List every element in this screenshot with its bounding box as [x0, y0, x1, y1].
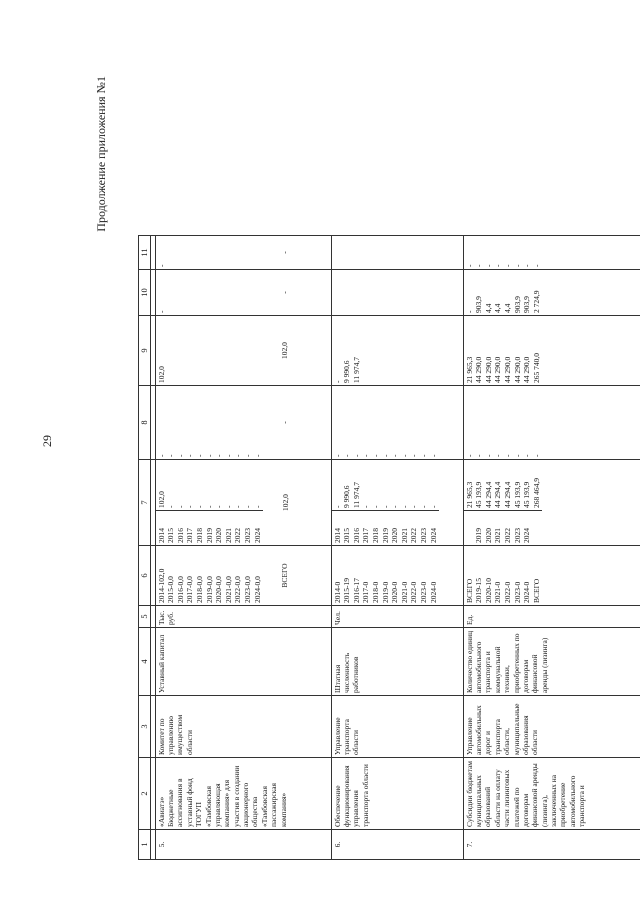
- total-value: -: [280, 291, 290, 294]
- col9-values-value: 9 990,6: [342, 360, 352, 383]
- years-value: 2023: [418, 528, 428, 543]
- col10-values-value: [166, 272, 176, 313]
- col8-values-value: -: [332, 454, 342, 457]
- col8-values-value: -: [242, 454, 252, 457]
- col7-values-value: 45 193,9: [512, 481, 522, 508]
- col10-values-value: 2 724,9: [531, 290, 541, 313]
- years-value: [465, 513, 475, 543]
- col7-values-value: 44 294,4: [493, 481, 503, 508]
- col9-values-value: [381, 318, 391, 383]
- col9-values-value: 265 740,0: [531, 353, 541, 383]
- years-value: 2021: [223, 528, 233, 543]
- target-values-value: 2019-0,0: [204, 576, 214, 603]
- col8-values-value: -: [483, 454, 493, 457]
- col9-values-value: -: [332, 380, 342, 383]
- target-values: [463, 546, 640, 606]
- col7-values-value: -: [418, 505, 428, 508]
- col10-values-value: [352, 272, 362, 313]
- unit: Ед.: [463, 606, 640, 628]
- col10-values-value: [176, 272, 186, 313]
- col10-values: [331, 270, 463, 316]
- unit: Чел.: [331, 606, 463, 628]
- col10-values-value: 903,9: [474, 296, 484, 313]
- col7-values-value: 102,0: [156, 491, 166, 508]
- col9-values-value: [371, 318, 381, 383]
- col9-values-value: [176, 318, 186, 383]
- page-number: 29: [40, 435, 54, 447]
- col11-values-value: [243, 238, 253, 267]
- target-values-value: 2018-0: [371, 581, 380, 603]
- col8-values-value: -: [214, 454, 224, 457]
- col11-values-value: [409, 238, 419, 267]
- years-value: 2021: [493, 528, 503, 543]
- col8-values-value: -: [351, 454, 361, 457]
- col11-values-value: [333, 238, 343, 267]
- table-row: [463, 236, 640, 860]
- row-number: 6.: [331, 830, 463, 860]
- col9-values-value: 44 290,0: [512, 356, 522, 383]
- col8-values-value: -: [503, 454, 512, 457]
- col10-values-value: [185, 272, 195, 313]
- target-values-value: 2020-0: [390, 581, 400, 603]
- measure-name: Обеспечение функционирования управления транспорта области: [331, 758, 463, 830]
- col8-values-value: -: [195, 454, 204, 457]
- target-values-value: 2022-0,0: [233, 576, 243, 603]
- col10-values-value: [361, 272, 371, 313]
- col9-values: [155, 316, 331, 386]
- col10-values-value: [333, 272, 343, 313]
- years-value: 2024: [522, 528, 532, 543]
- col10-values-value: [419, 272, 429, 313]
- col9-values-value: 44 290,0: [522, 356, 532, 383]
- col9-values-value: 21 965,3: [464, 356, 474, 383]
- target-values-value: ВСЕГО: [464, 578, 474, 603]
- col8-values-value: -: [156, 454, 166, 457]
- col9-values-value: [185, 318, 195, 383]
- col8-values: [155, 386, 331, 460]
- col11-values-value: [233, 238, 243, 267]
- col7-values-value: -: [233, 505, 243, 508]
- col11-values-value: [429, 238, 439, 267]
- col7-values-value: 11 974,7: [351, 482, 361, 508]
- col9-values-value: [214, 318, 224, 383]
- target-values-value: 2021-0,0: [223, 576, 233, 603]
- col11-values-value: [224, 238, 234, 267]
- col11-values-value: [400, 238, 410, 267]
- executor: Комитет по управлению имуществом области: [155, 696, 331, 758]
- col11-values-value: [195, 238, 205, 267]
- years-value: 2018: [195, 528, 204, 543]
- col10-values-value: [371, 272, 381, 313]
- target-values-value: 2023-0: [512, 581, 522, 603]
- col10-values-value: [233, 272, 243, 313]
- years-value: 2023: [512, 528, 522, 543]
- col11-values-value: [390, 238, 400, 267]
- years-value: 2020: [214, 528, 224, 543]
- col10-values-value: 903,9: [522, 296, 532, 313]
- col11-values: [331, 236, 463, 270]
- total-value: 102,0: [281, 494, 291, 511]
- row-number: 5.: [155, 830, 331, 860]
- col7-values-value: 9 990,6: [342, 485, 352, 508]
- col10-values-value: [205, 272, 215, 313]
- col11-values-value: [176, 238, 186, 267]
- executor: Управление автомобильных дорог и транспорта области, муниципальные образования области: [463, 696, 640, 758]
- years-value: 2020: [483, 528, 493, 543]
- col10-values-value: [390, 272, 400, 313]
- col8-values-value: -: [380, 454, 390, 457]
- col9-values-value: [243, 318, 253, 383]
- col11-values-value: -: [531, 264, 541, 267]
- col-num: 7: [139, 460, 151, 546]
- col10-values-value: 903,9: [512, 296, 522, 313]
- col8-values-value: -: [185, 454, 195, 457]
- col8-values-value: -: [474, 454, 484, 457]
- target-values-value: 2021-0: [493, 581, 503, 603]
- col10-values-value: [195, 272, 205, 313]
- col-num: 2: [139, 758, 151, 830]
- years-and-col7: [331, 460, 463, 546]
- target-values-value: 2020-10: [483, 578, 493, 603]
- col9-values-value: 102,0: [156, 366, 166, 383]
- col11-values-value: [381, 238, 391, 267]
- col9-values-value: [429, 318, 439, 383]
- col8-values-value: -: [390, 454, 400, 457]
- col8-values: [463, 386, 640, 460]
- col10-values-value: -: [156, 310, 166, 313]
- col10-values-value: [214, 272, 224, 313]
- col9-values-value: 44 290,0: [483, 356, 493, 383]
- col7-values-value: 21 965,3: [464, 481, 474, 508]
- target-values-value: 2024-0: [522, 581, 532, 603]
- col7-values-value: 45 193,9: [474, 481, 484, 508]
- col11-values-value: -: [156, 264, 166, 267]
- col11-values-value: [361, 238, 371, 267]
- col10-values: [155, 270, 331, 316]
- target-values-value: 2019-15: [474, 578, 484, 603]
- target-values-value: 2014-102,0: [156, 568, 166, 603]
- col7-values-value: 44 294,4: [483, 481, 493, 508]
- col10-values-value: [253, 272, 263, 313]
- years-value: 2017: [361, 528, 371, 543]
- col7-values-value: -: [399, 505, 409, 508]
- col8-values-value: -: [531, 454, 541, 457]
- col11-values: [155, 236, 331, 270]
- col7-values-value: -: [195, 505, 204, 508]
- col11-values-value: -: [474, 264, 484, 267]
- col7-values-value: 44 294,4: [503, 481, 512, 508]
- years-value: 2024: [428, 528, 438, 543]
- years-value: 2022: [409, 528, 419, 543]
- target-values-value: 2014-0: [332, 581, 342, 603]
- col-num: 10: [139, 270, 151, 316]
- col8-values-value: -: [409, 454, 419, 457]
- target-values-value: 2020-0,0: [214, 576, 224, 603]
- col7-values-value: -: [175, 505, 185, 508]
- years-value: 2023: [242, 528, 252, 543]
- target-values: [331, 546, 463, 606]
- col9-values-value: 44 290,0: [503, 356, 512, 383]
- col11-values-value: [214, 238, 224, 267]
- col8-values-value: -: [252, 454, 262, 457]
- col9-values: [331, 316, 463, 386]
- col11-values-value: -: [522, 264, 532, 267]
- col9-values-value: 44 290,0: [493, 356, 503, 383]
- col8-values-value: -: [166, 454, 176, 457]
- col11-values-value: [419, 238, 429, 267]
- col11-values-value: -: [464, 264, 474, 267]
- col9-values-value: [419, 318, 429, 383]
- col8-values-value: -: [512, 454, 522, 457]
- years-and-col7: [463, 460, 640, 546]
- col9-values-value: [195, 318, 205, 383]
- target-values-value: 2023-0,0: [242, 576, 252, 603]
- col11-values-value: -: [483, 264, 493, 267]
- total-value: -: [280, 421, 290, 424]
- col8-values-value: -: [522, 454, 532, 457]
- col8-values-value: -: [204, 454, 214, 457]
- years-and-col7: [155, 460, 331, 546]
- total-value: -: [280, 251, 290, 254]
- col7-values-value: -: [252, 505, 262, 508]
- col10-values-value: [342, 272, 352, 313]
- target-values-value: 2018-0,0: [195, 576, 204, 603]
- target-values-value: 2024-0,0: [252, 576, 262, 603]
- col8-values-value: -: [418, 454, 428, 457]
- years-value: 2022: [233, 528, 243, 543]
- years-value: 2020: [390, 528, 400, 543]
- table-row: [331, 236, 463, 860]
- col9-values-value: 44 290,0: [474, 356, 484, 383]
- col10-values-value: -: [464, 310, 474, 313]
- col8-values-value: -: [223, 454, 233, 457]
- col7-values-value: -: [409, 505, 419, 508]
- col7-values-value: -: [332, 505, 342, 508]
- col-num: 11: [139, 236, 151, 270]
- col-num: 9: [139, 316, 151, 386]
- col8-values-value: -: [464, 454, 474, 457]
- indicator: Количество единиц автомобильного транспорта и коммунальной техники, приобретенных по договорам финансовой аренды (лизинга): [463, 628, 640, 696]
- col11-values-value: -: [503, 264, 512, 267]
- measure-name: «Авиатэ» Бюджетные ассигнования в уставный фонд ТОГУП «Тамбовская управляющая компания» для участия в создании акционерного общества «Тамбовская пассажирская компания»: [155, 758, 331, 830]
- target-values-value: 2015-0,0: [166, 576, 176, 603]
- col7-values-value: -: [214, 505, 224, 508]
- years-value: 2016: [175, 528, 185, 543]
- col-num: 5: [139, 606, 151, 628]
- years-value: 2014: [332, 528, 342, 543]
- target-values-value: 2019-0: [380, 581, 390, 603]
- column-number-row: [139, 236, 151, 860]
- indicator: Уставный капитал: [155, 628, 331, 696]
- col8-values-value: -: [175, 454, 185, 457]
- years-value: [532, 513, 542, 543]
- col7-values-value: -: [166, 505, 176, 508]
- col-num: 8: [139, 386, 151, 460]
- col9-values: [463, 316, 640, 386]
- years-value: 2017: [185, 528, 195, 543]
- years-value: 2016: [351, 528, 361, 543]
- total-label: ВСЕГО: [280, 563, 290, 588]
- executor: Управление транспорта области: [331, 696, 463, 758]
- target-values-value: 2022-0: [503, 581, 512, 603]
- years-value: 2018: [371, 528, 380, 543]
- measure-name: Субсидии бюджетам муниципальных образований области на оплату части лизинговых платежей по договорам финансовой аренды (лизинга), заключенных на приобретение автомобильного транспорта и: [463, 758, 640, 830]
- col8-values-value: -: [399, 454, 409, 457]
- col10-values-value: [224, 272, 234, 313]
- col10-values-value: 4,4: [493, 303, 503, 313]
- col10-values-value: [243, 272, 253, 313]
- indicator: Штатная численность работников: [331, 628, 463, 696]
- target-values-value: 2017-0: [361, 581, 371, 603]
- col9-values-value: [253, 318, 263, 383]
- col11-values-value: [253, 238, 263, 267]
- col9-values-value: 11 974,7: [351, 357, 361, 383]
- col8-values-value: -: [493, 454, 503, 457]
- program-table: [138, 235, 640, 860]
- col-num: 4: [139, 628, 151, 696]
- years-value: 2022: [503, 528, 512, 543]
- years-value: 2014: [156, 528, 166, 543]
- col8-values-value: -: [233, 454, 243, 457]
- col10-values-value: [429, 272, 439, 313]
- col9-values-value: [224, 318, 234, 383]
- col8-values-value: -: [371, 454, 380, 457]
- col9-values-value: [390, 318, 400, 383]
- col8-values: [331, 386, 463, 460]
- col11-values: [463, 236, 640, 270]
- col7-values-value: -: [185, 505, 195, 508]
- target-values-value: 2016-0,0: [175, 576, 185, 603]
- target-values-value: ВСЕГО: [531, 578, 541, 603]
- col8-values-value: -: [342, 454, 352, 457]
- col9-values-value: [409, 318, 419, 383]
- col10-values-value: [381, 272, 391, 313]
- col10-values-value: [400, 272, 410, 313]
- years-value: 2015: [342, 528, 352, 543]
- years-value: 2019: [380, 528, 390, 543]
- col7-values-value: -: [242, 505, 252, 508]
- col8-values-value: -: [428, 454, 438, 457]
- years-value: 2019: [204, 528, 214, 543]
- years-value: 2021: [399, 528, 409, 543]
- target-values-value: 2022-0: [409, 581, 419, 603]
- col10-values-value: 4,4: [503, 303, 512, 313]
- col11-values-value: [185, 238, 195, 267]
- col9-values-value: [233, 318, 243, 383]
- col7-values-value: -: [361, 505, 371, 508]
- col11-values-value: [352, 238, 362, 267]
- col7-values-value: -: [380, 505, 390, 508]
- row-number: 7.: [463, 830, 640, 860]
- col9-values-value: [166, 318, 176, 383]
- col11-values-value: [205, 238, 215, 267]
- col11-values-value: -: [493, 264, 503, 267]
- target-values-value: 2017-0,0: [185, 576, 195, 603]
- col10-values-value: [409, 272, 419, 313]
- col-num: 3: [139, 696, 151, 758]
- col11-values-value: -: [512, 264, 522, 267]
- col7-values-value: -: [204, 505, 214, 508]
- col7-values-value: -: [223, 505, 233, 508]
- col9-values-value: [361, 318, 371, 383]
- years-value: 2024: [252, 528, 262, 543]
- years-value: 2015: [166, 528, 176, 543]
- target-values: [155, 546, 331, 606]
- col10-values-value: 4,4: [483, 303, 493, 313]
- target-values-value: 2023-0: [418, 581, 428, 603]
- col9-values-value: [400, 318, 410, 383]
- col7-values-value: 45 193,9: [522, 481, 532, 508]
- unit: Тыс. руб.: [155, 606, 331, 628]
- caption: Продолжение приложения №1: [94, 76, 108, 232]
- table-row: [155, 236, 331, 860]
- target-values-value: 2015-19: [342, 578, 352, 603]
- years-value: 2019: [474, 528, 484, 543]
- col7-values-value: -: [428, 505, 438, 508]
- col11-values-value: [342, 238, 352, 267]
- col8-values-value: -: [361, 454, 371, 457]
- col11-values-value: [166, 238, 176, 267]
- target-values-value: 2016-17: [351, 578, 361, 603]
- target-values-value: 2021-0: [399, 581, 409, 603]
- rotated-page: [90, 68, 610, 868]
- col-num: 1: [139, 830, 151, 860]
- col7-values-value: 268 464,9: [531, 478, 541, 508]
- target-values-value: 2024-0: [428, 581, 438, 603]
- col7-values-value: -: [371, 505, 380, 508]
- col10-values: [463, 270, 640, 316]
- total-value: 102,0: [280, 342, 290, 359]
- col11-values-value: [371, 238, 381, 267]
- col9-values-value: [205, 318, 215, 383]
- col7-values-value: -: [390, 505, 400, 508]
- col-num: 6: [139, 546, 151, 606]
